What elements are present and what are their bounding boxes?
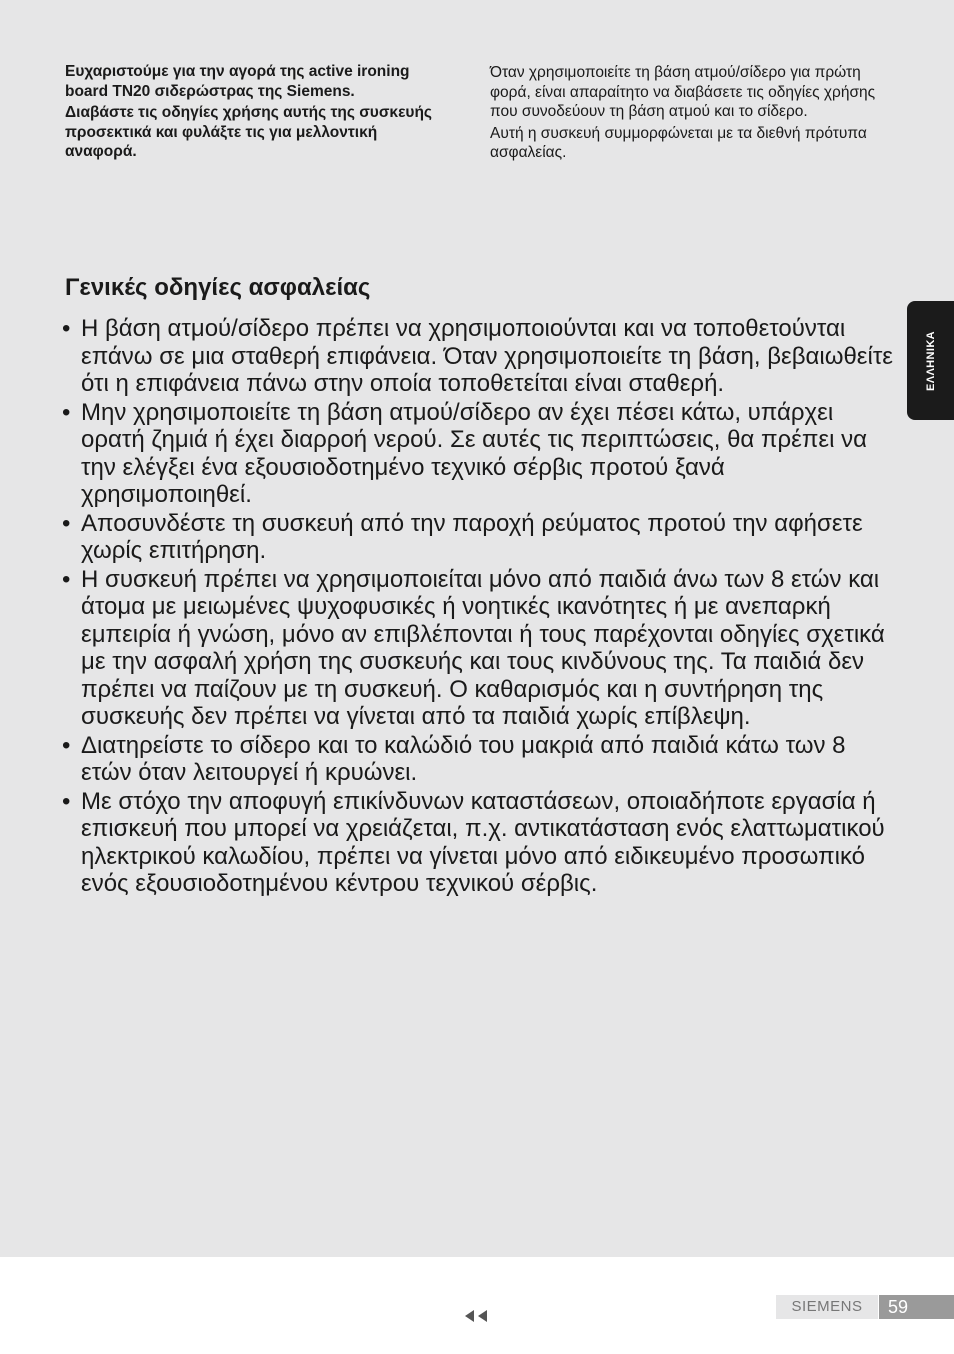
double-left-arrow-icon[interactable] xyxy=(463,1308,493,1324)
intro-right-column xyxy=(490,63,890,165)
intro-standards-text: Αυτή η συσκευή συμμορφώνεται με τα διεθνή πρότυπα ασφαλείας. xyxy=(490,124,867,161)
intro-read-instructions-text: Διαβάστε τις οδηγίες χρήσης αυτής της συσκευής προσεκτικά και φυλάξτε τις για μελλοντική αναφορά. xyxy=(65,104,432,160)
section-heading: Γενικές οδηγίες ασφαλείας xyxy=(65,274,371,301)
safety-bullet: • Με στόχο την αποφυγή επικίνδυνων καταστάσεων, οποιαδήποτε εργασία ή επισκευή που μπορεί να χρειάζεται, π.χ. αντικατάσταση ενός ελαττωματικού ηλεκτρικού καλωδίου, πρέπει να γίνεται μόνο από ειδικευμένο προσωπικό ενός εξουσιοδοτημένου κέντρου τεχνικού σέρβις. xyxy=(62,788,902,898)
intro-first-use-text: Όταν χρησιμοποιείτε τη βάση ατμού/σίδερο για πρώτη φορά, είναι απαραίτητο να διαβάσετε τις οδηγίες χρήσης που συνοδεύουν τη βάση ατμού και το σίδερο. xyxy=(490,64,876,120)
brand-label: SIEMENS xyxy=(776,1295,878,1319)
page-number: 59 xyxy=(879,1295,954,1319)
safety-bullet: • Η βάση ατμού/σίδερο πρέπει να χρησιμοποιούνται και να τοποθετούνται επάνω σε μια σταθερή επιφάνεια. Όταν χρησιμοποιείτε τη βάση, βεβαιωθείτε ότι η επιφάνεια πάνω στην οποία τοποθετείται είναι σταθερή. xyxy=(62,315,902,398)
safety-bullet: • Μην χρησιμοποιείτε τη βάση ατμού/σίδερο αν έχει πέσει κάτω, υπάρχει ορατή ζημιά ή έχει διαρροή νερού. Σε αυτές τις περιπτώσεις, θα πρέπει να την ελέγξει ένα εξουσιοδοτημένο τεχνικό σέρβις προτού ξανά χρησιμοποιηθεί. xyxy=(62,399,902,509)
safety-bullet: • Η συσκευή πρέπει να χρησιμοποιείται μόνο από παιδιά άνω των 8 ετών και άτομα με μειωμένες ψυχοφυσικές ή νοητικές ικανότητες ή με ανεπαρκή εμπειρία ή γνώση, μόνο αν επιβλέπονται ή τους παρέχονται οδηγίες σχετικά με την ασφαλή χρήση της συσκευής και τους κινδύνους της. Τα παιδιά δεν πρέπει να παίζουν με τη συσκευή. Ο καθαρισμός και η συντήρηση της συσκευής δεν πρέπει να γίνεται από τα παιδιά χωρίς επίβλεψη. xyxy=(62,566,902,731)
intro-thanks-text: Ευχαριστούμε για την αγορά της active ironing board TN20 σιδερώστρας της Siemens. xyxy=(65,63,410,100)
safety-bullet: • Διατηρείστε το σίδερο και το καλώδιό του μακριά από παιδιά κάτω των 8 ετών όταν λειτουργεί ή κρυώνει. xyxy=(62,732,902,787)
intro-left-column xyxy=(65,62,445,164)
safety-bullet-list xyxy=(62,315,902,899)
language-tab-label: ΕΛΛΗΝΙΚΑ xyxy=(924,330,937,391)
safety-bullet: • Αποσυνδέστε τη συσκευή από την παροχή ρεύματος προτού την αφήσετε χωρίς επιτήρηση. xyxy=(62,510,902,565)
language-tab[interactable] xyxy=(907,301,954,420)
